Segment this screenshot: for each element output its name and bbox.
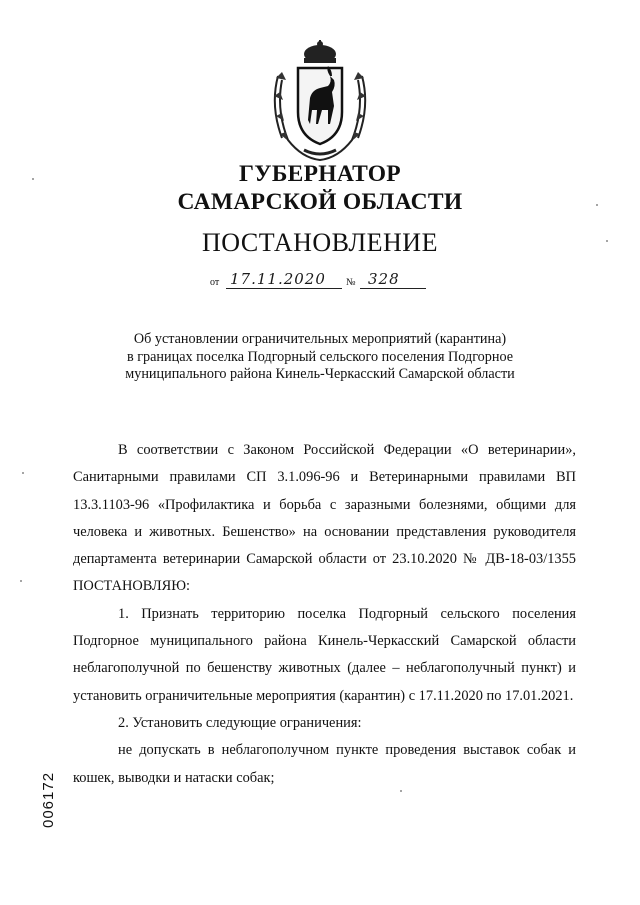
scan-speck [22,472,24,474]
authority-title-line1: ГУБЕРНАТОР [239,161,401,187]
authority-title-line2: САМАРСКОЙ ОБЛАСТИ [177,189,463,215]
number-value: 328 [368,270,400,288]
document-body [73,437,576,792]
document-type-heading: ПОСТАНОВЛЕНИЕ [202,228,438,257]
registration-line [210,270,440,292]
scan-speck [606,240,608,242]
subject-line-1: Об установлении ограничительных мероприятий (карантина) [133,331,507,347]
number-label: № [346,277,356,288]
date-label: от [210,277,220,288]
date-value: 17.11.2020 [230,270,326,288]
samara-coat-of-arms-icon [268,40,372,164]
document-subject [60,331,580,384]
scan-speck [20,580,22,582]
subject-line-3: муниципального района Кинель-Черкасский Самарской области [125,366,515,382]
date-underline [226,288,342,289]
scan-speck [596,204,598,206]
scan-speck [32,178,34,180]
number-underline [360,288,426,289]
preamble-paragraph: В соответствии с Законом Российской Федерации «О ветеринарии», Санитарными правилами СП 3.1.096-96 и Ветеринарными правилами ВП 13.3.1103-96 «Профилактика и борьба с заразными болезнями, общими для человека и животных. Бешенство» на основании представления руководителя департамента ветеринарии Самарской области от 23.10.2020 № ДВ-18-03/1355 ПОСТАНОВЛЯЮ: [73,442,576,595]
item-1-paragraph: 1. Признать территорию поселка Подгорный сельского поселения Подгорное муниципального района Кинель-Черкасский Самарской области неблагополучной по бешенству животных (далее – неблагополучный пункт) и установить ограничительные мероприятия (карантин) с 17.11.2020 по 17.01.2021. [73,605,576,704]
item-2-subitem-1: не допускать в неблагополучном пункте проведения выставок собак и кошек, выводки и натаски собак; [73,742,576,786]
subject-line-2: в границах поселка Подгорный сельского поселения Подгорное [126,348,514,365]
scan-speck [400,790,402,792]
coat-of-arms-emblem [268,40,372,164]
margin-serial-number: 006172 [40,771,57,828]
item-2-paragraph: 2. Установить следующие ограничения: [118,714,362,731]
